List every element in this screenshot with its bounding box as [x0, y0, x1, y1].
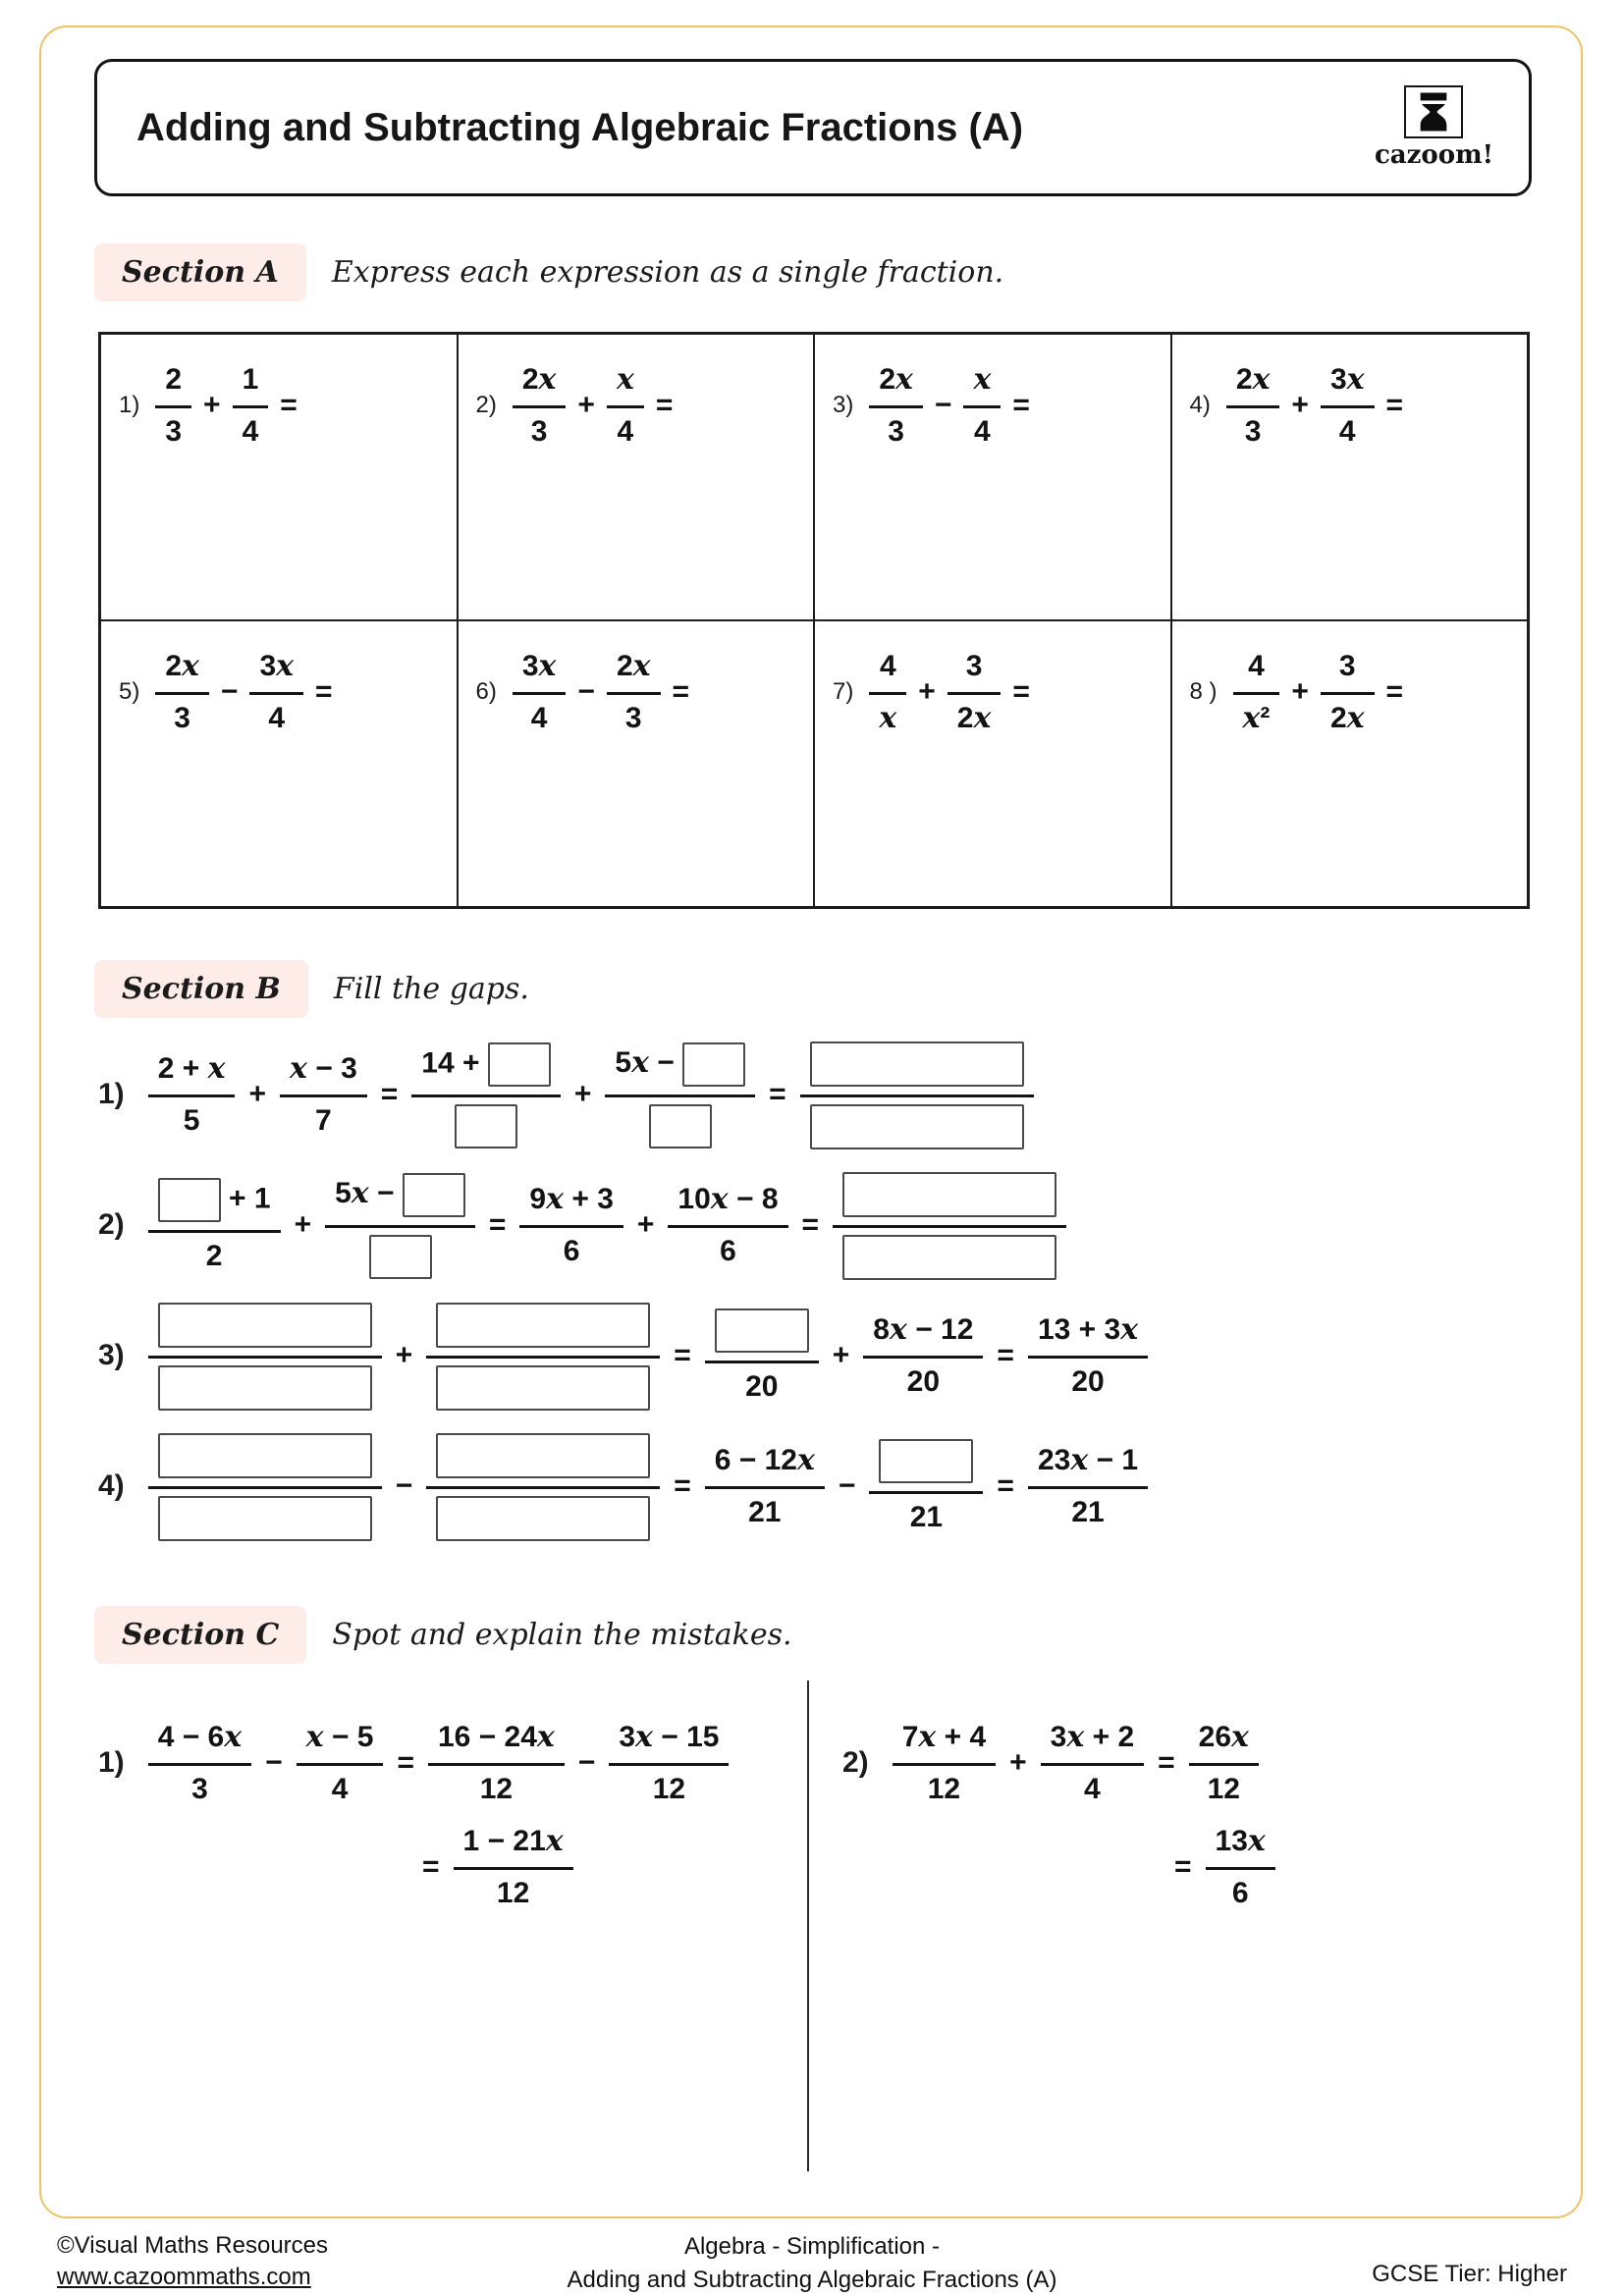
footer	[0, 2230, 1624, 2291]
equals-sign: =	[997, 1339, 1014, 1371]
fraction	[519, 1180, 623, 1270]
denominator: 4	[974, 414, 991, 448]
numerator: 6 − 12x	[705, 1441, 825, 1489]
sectionB-body	[98, 1045, 1148, 1568]
blank-box[interactable]	[158, 1365, 372, 1411]
denominator: 6	[720, 1234, 736, 1267]
blank-box[interactable]	[436, 1303, 650, 1348]
problem-number: 4)	[98, 1469, 125, 1502]
blank-box[interactable]	[715, 1308, 809, 1353]
worked-line-2	[422, 1822, 729, 1912]
denominator: 3	[888, 414, 904, 448]
numerator: 2x	[607, 647, 661, 695]
numerator: 2x	[1226, 360, 1280, 408]
problem-number: 3)	[98, 1339, 125, 1371]
problem-2	[476, 360, 814, 451]
fraction	[893, 1718, 996, 1808]
denominator	[800, 1097, 1034, 1151]
numerator: 3x + 2	[1041, 1718, 1144, 1766]
numerator: 2 + x	[148, 1049, 236, 1097]
denominator: 4	[1338, 414, 1356, 448]
fraction	[668, 1180, 787, 1270]
operator: +	[573, 1078, 592, 1110]
equals-sign: =	[1012, 389, 1030, 421]
fraction	[1028, 1310, 1148, 1401]
answer-fraction	[833, 1169, 1066, 1282]
numerator	[148, 1430, 382, 1489]
blank-box[interactable]	[436, 1433, 650, 1478]
problem-5	[119, 647, 457, 737]
fraction	[1321, 360, 1375, 451]
answer-fraction	[426, 1430, 660, 1543]
denominator: 12	[479, 1772, 514, 1805]
operator: −	[934, 389, 952, 421]
numerator: 1	[233, 360, 269, 408]
sectionB-instruction: Fill the gaps.	[333, 972, 529, 1006]
fraction	[1233, 647, 1280, 737]
denominator: 2x	[956, 700, 992, 735]
denominator: 3	[191, 1772, 208, 1805]
expression	[513, 360, 674, 451]
answer-fraction	[800, 1039, 1034, 1151]
denominator: 20	[906, 1364, 941, 1398]
numerator-text: 14 +	[421, 1045, 480, 1079]
sectionC-divider	[807, 1681, 809, 2171]
problem-number: 7)	[833, 678, 854, 705]
denominator	[445, 1097, 527, 1150]
sectionA-cell-6	[458, 620, 815, 907]
fraction	[454, 1822, 573, 1912]
blank-box[interactable]	[158, 1496, 372, 1541]
sectionA-cell-3	[814, 334, 1171, 620]
fraction	[869, 360, 923, 451]
sectionC-problem-2	[842, 1718, 1275, 1912]
footer-left	[57, 2230, 328, 2291]
equals-sign: =	[315, 675, 333, 708]
expression	[155, 360, 297, 451]
sectionB-problem-3	[98, 1307, 1148, 1405]
copyright-text: ©Visual Maths Resources	[57, 2232, 329, 2259]
problem-4	[1190, 360, 1528, 451]
denominator: x²	[1242, 700, 1271, 735]
fraction	[155, 360, 191, 451]
numerator-text: 5x −	[335, 1175, 395, 1210]
operator: +	[248, 1078, 266, 1110]
equals-sign: =	[672, 675, 690, 708]
fraction	[155, 647, 209, 737]
problem-number: 1)	[119, 392, 140, 418]
fraction	[705, 1441, 825, 1531]
sectionA-cell-1	[100, 334, 458, 620]
sectionA-cell-8	[1171, 620, 1529, 907]
blank-box[interactable]	[842, 1172, 1056, 1217]
expression	[869, 647, 1030, 737]
denominator	[148, 1489, 382, 1543]
numerator: 2x	[513, 360, 567, 408]
denominator: x	[879, 700, 897, 735]
fraction	[148, 1718, 251, 1808]
tier-label: GCSE Tier: Higher	[1372, 2261, 1567, 2287]
denominator: 4	[331, 1772, 349, 1805]
sectionC-label: Section C	[94, 1606, 306, 1664]
numerator: x	[963, 360, 1001, 408]
numerator: 13 + 3x	[1028, 1310, 1148, 1359]
denominator: 4	[617, 414, 634, 448]
problem-number: 2)	[475, 392, 497, 418]
sectionB-problem-2	[98, 1176, 1148, 1274]
numerator: 3	[1321, 647, 1375, 695]
numerator: 16 − 24x	[428, 1718, 565, 1766]
fraction	[1041, 1718, 1144, 1808]
sectionC-header	[94, 1606, 792, 1664]
sectionA-grid	[98, 332, 1530, 909]
numerator	[426, 1300, 660, 1359]
worksheet-category-line1: Algebra - Simplification -	[683, 2233, 941, 2260]
equals-sign: =	[1012, 675, 1030, 708]
fraction-with-gaps	[411, 1040, 561, 1150]
fraction	[869, 647, 906, 737]
operator: +	[1009, 1746, 1027, 1779]
expression	[155, 647, 332, 737]
numerator	[148, 1175, 281, 1233]
sectionB-problem-1	[98, 1045, 1148, 1144]
answer-fraction	[148, 1300, 382, 1413]
numerator: 2	[155, 360, 191, 408]
problem-number: 1)	[98, 1078, 125, 1110]
denominator: 3	[624, 701, 642, 734]
numerator: 1 − 21x	[454, 1822, 573, 1870]
fraction	[148, 1049, 236, 1140]
fraction-with-gaps	[869, 1436, 983, 1537]
problem-6	[476, 647, 814, 737]
sectionB-label: Section B	[94, 960, 308, 1018]
problem-8	[1190, 647, 1528, 737]
operator: +	[636, 1208, 655, 1241]
fraction-with-gaps	[705, 1306, 819, 1407]
numerator	[411, 1040, 561, 1097]
operator: −	[395, 1469, 413, 1502]
blank-box[interactable]	[682, 1042, 745, 1087]
fraction	[1226, 360, 1280, 451]
equals-sign: =	[422, 1850, 440, 1883]
denominator	[833, 1228, 1066, 1282]
problem-number: 4)	[1189, 392, 1211, 418]
denominator	[148, 1359, 382, 1413]
equals-sign: =	[397, 1746, 414, 1779]
denominator: 4	[268, 701, 286, 734]
problem-1	[119, 360, 457, 451]
worked-line-2	[1174, 1822, 1275, 1912]
denominator: 21	[748, 1495, 782, 1528]
hourglass-icon	[1404, 85, 1463, 138]
operator: +	[832, 1339, 850, 1371]
fraction	[1321, 647, 1375, 737]
equals-sign: =	[1174, 1850, 1192, 1883]
operator: +	[577, 389, 595, 421]
fraction	[947, 647, 1001, 737]
fraction	[863, 1310, 983, 1401]
fraction	[233, 360, 269, 451]
denominator: 12	[927, 1772, 961, 1805]
denominator: 3	[530, 414, 548, 448]
expression	[1226, 360, 1403, 451]
logo-text: cazoom!	[1374, 140, 1493, 170]
fraction-with-gaps	[148, 1175, 281, 1276]
sectionA-cell-4	[1171, 334, 1529, 620]
operator: +	[1291, 675, 1309, 708]
blank-box[interactable]	[810, 1041, 1024, 1087]
numerator: 3x	[1321, 360, 1375, 408]
operator: +	[395, 1339, 413, 1371]
operator: −	[220, 675, 239, 708]
denominator: 21	[909, 1500, 944, 1533]
problem-number: 8 )	[1189, 678, 1218, 705]
problem-number: 2)	[98, 1208, 125, 1241]
denominator: 12	[652, 1772, 686, 1805]
operator: −	[265, 1746, 283, 1779]
numerator	[800, 1039, 1034, 1097]
numerator	[833, 1169, 1066, 1228]
numerator: 3x	[513, 647, 567, 695]
blank-box[interactable]	[436, 1496, 650, 1541]
operator: +	[203, 389, 221, 421]
fraction	[1206, 1822, 1275, 1912]
blank-box[interactable]	[158, 1303, 372, 1348]
operator: −	[838, 1469, 856, 1502]
expression	[513, 647, 689, 737]
sectionA-cell-5	[100, 620, 458, 907]
blank-box[interactable]	[810, 1104, 1024, 1149]
fraction	[1028, 1441, 1148, 1531]
sectionB-header	[94, 960, 529, 1018]
sectionA-label: Section A	[94, 243, 306, 301]
fraction	[607, 647, 661, 737]
numerator: 3x − 15	[609, 1718, 729, 1766]
denominator: 4	[530, 701, 548, 734]
numerator: x − 3	[280, 1049, 367, 1097]
sectionC-instruction: Spot and explain the mistakes.	[332, 1618, 792, 1652]
fraction	[249, 647, 303, 737]
numerator: x − 5	[297, 1718, 384, 1766]
blank-box[interactable]	[403, 1173, 465, 1217]
denominator: 2	[205, 1239, 223, 1272]
operator: −	[577, 1746, 596, 1779]
worked-line-1	[98, 1718, 729, 1808]
operator: +	[918, 675, 936, 708]
numerator-text: + 1	[229, 1182, 271, 1215]
equals-sign: =	[801, 1208, 820, 1241]
fraction	[513, 647, 567, 737]
numerator: 26x	[1189, 1718, 1259, 1766]
fraction	[297, 1718, 384, 1808]
answer-fraction	[426, 1300, 660, 1413]
blank-box[interactable]	[158, 1178, 221, 1222]
numerator: 9x + 3	[519, 1180, 623, 1228]
denominator: 12	[496, 1876, 530, 1909]
numerator: 8x − 12	[863, 1310, 983, 1359]
sectionA-header	[94, 243, 1003, 301]
denominator: 3	[165, 414, 183, 448]
numerator: 7x + 4	[893, 1718, 996, 1766]
denominator: 21	[1071, 1495, 1105, 1528]
numerator: x	[607, 360, 644, 408]
fraction	[428, 1718, 565, 1808]
operator: +	[294, 1208, 312, 1241]
numerator: 4	[1233, 647, 1280, 695]
answer-fraction	[148, 1430, 382, 1543]
expression	[869, 360, 1030, 451]
problem-number: 3)	[833, 392, 854, 418]
footer-center	[568, 2230, 1057, 2296]
equals-sign: =	[1385, 389, 1404, 421]
blank-box[interactable]	[649, 1104, 712, 1148]
blank-box[interactable]	[842, 1235, 1056, 1280]
equals-sign: =	[674, 1469, 691, 1502]
blank-box[interactable]	[436, 1365, 650, 1411]
denominator: 4	[1084, 1772, 1101, 1805]
operator: +	[1291, 389, 1309, 421]
cazoom-logo	[1375, 85, 1493, 170]
equals-sign: =	[1158, 1746, 1175, 1779]
numerator: 10x − 8	[668, 1180, 787, 1228]
numerator-text: 5x −	[615, 1044, 675, 1080]
sectionA-cell-7	[814, 620, 1171, 907]
equals-sign: =	[655, 389, 674, 421]
denominator: 2x	[1329, 700, 1365, 735]
equals-sign: =	[380, 1078, 399, 1110]
operator: −	[577, 675, 595, 708]
equals-sign: =	[997, 1469, 1014, 1502]
sectionB-problem-4	[98, 1437, 1148, 1535]
denominator: 4	[242, 414, 259, 448]
fraction	[609, 1718, 729, 1808]
denominator: 6	[563, 1234, 580, 1267]
denominator	[426, 1359, 660, 1413]
fraction	[963, 360, 1001, 451]
numerator: 13x	[1206, 1822, 1275, 1870]
numerator: 2x	[155, 647, 209, 695]
equals-sign: =	[769, 1078, 786, 1110]
equals-sign: =	[1385, 675, 1404, 708]
fraction	[513, 360, 567, 451]
numerator: 4 − 6x	[148, 1718, 251, 1766]
numerator	[869, 1436, 983, 1494]
fraction-with-gaps	[605, 1040, 755, 1150]
equals-sign: =	[488, 1208, 507, 1241]
numerator	[148, 1300, 382, 1359]
worksheet-header	[94, 59, 1532, 196]
denominator: 12	[1207, 1772, 1240, 1805]
problem-number: 5)	[119, 678, 140, 705]
sectionC-problem-1	[98, 1718, 729, 1912]
fraction-with-gaps	[325, 1170, 475, 1281]
problem-3	[833, 360, 1170, 451]
expression	[1233, 647, 1404, 737]
problem-number: 6)	[475, 678, 497, 705]
numerator	[325, 1170, 475, 1228]
blank-box[interactable]	[488, 1042, 551, 1087]
problem-number: 1)	[98, 1746, 125, 1779]
fraction	[280, 1049, 367, 1140]
blank-box[interactable]	[158, 1433, 372, 1478]
page-title: Adding and Subtracting Algebraic Fractions (A)	[136, 105, 1024, 149]
worked-line-1	[842, 1718, 1275, 1808]
worksheet-category-line2: Adding and Subtracting Algebraic Fractions (A)	[567, 2266, 1057, 2293]
problem-number: 2)	[842, 1746, 869, 1779]
denominator: 20	[1071, 1364, 1105, 1398]
website-link[interactable]: www.cazoommaths.com	[57, 2264, 311, 2291]
equals-sign: =	[280, 389, 298, 421]
numerator: 3	[947, 647, 1001, 695]
denominator: 3	[174, 701, 190, 734]
denominator	[359, 1228, 442, 1281]
numerator: 2x	[869, 360, 923, 408]
sectionA-instruction: Express each expression as a single fraction.	[331, 255, 1004, 290]
denominator: 20	[745, 1369, 779, 1403]
denominator	[426, 1489, 660, 1543]
fraction	[1189, 1718, 1259, 1808]
blank-box[interactable]	[369, 1235, 432, 1279]
numerator	[426, 1430, 660, 1489]
numerator: 3x	[249, 647, 303, 695]
numerator: 4	[869, 647, 906, 695]
blank-box[interactable]	[455, 1104, 517, 1148]
numerator	[605, 1040, 755, 1097]
denominator	[639, 1097, 722, 1150]
denominator: 7	[315, 1103, 332, 1137]
equals-sign: =	[674, 1339, 691, 1371]
fraction	[607, 360, 644, 451]
denominator: 6	[1231, 1876, 1249, 1909]
numerator	[705, 1306, 819, 1363]
denominator: 3	[1244, 414, 1262, 448]
sectionA-cell-2	[458, 334, 815, 620]
denominator: 5	[183, 1103, 200, 1137]
problem-7	[833, 647, 1170, 737]
numerator: 23x − 1	[1028, 1441, 1148, 1489]
blank-box[interactable]	[879, 1439, 973, 1483]
